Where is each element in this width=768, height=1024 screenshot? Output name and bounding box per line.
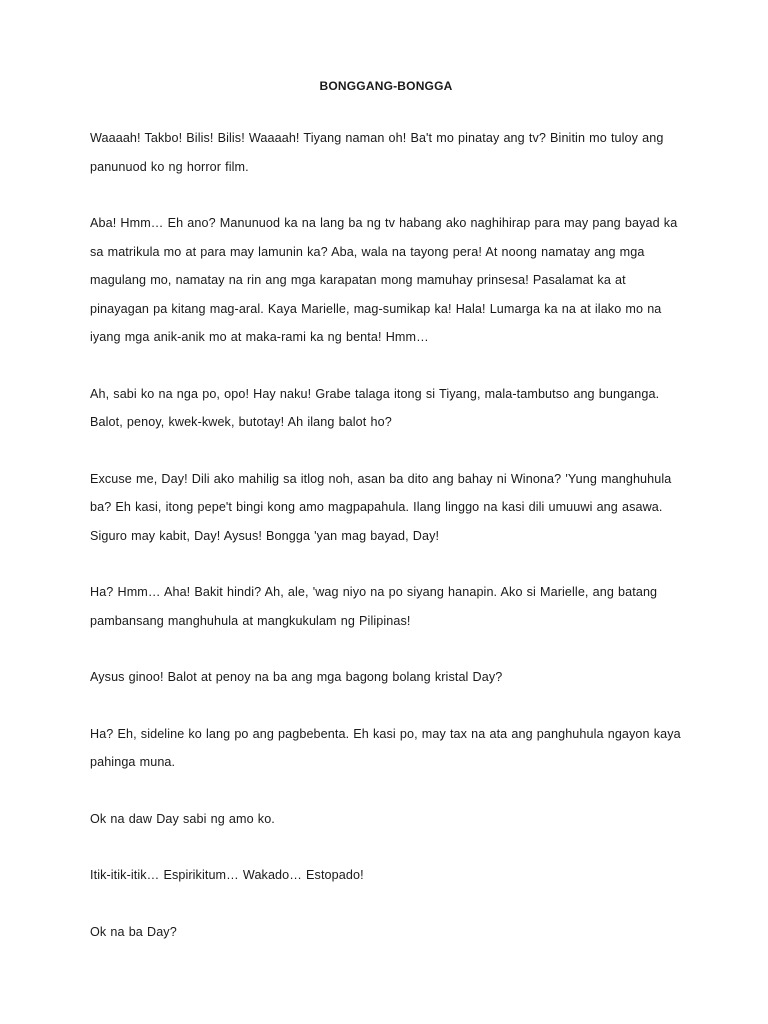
paragraph-9: Itik-itik-itik… Espirikitum… Wakado… Estopado! xyxy=(90,868,364,882)
paragraph-6: Aysus ginoo! Balot at penoy na ba ang mga bagong bolang kristal Day? xyxy=(90,670,503,684)
paragraph-3: Ah, sabi ko na nga po, opo! Hay naku! Grabe talaga itong si Tiyang, mala-tambutso ang bunganga. Balot, penoy, kwek-kwek, butotay! Ah ilang balot ho? xyxy=(90,386,660,429)
paragraph-10: Ok na ba Day? xyxy=(90,924,177,939)
paragraph-4: Excuse me, Day! Dili ako mahilig sa itlog noh, asan ba dito ang bahay ni Winona? 'Yung manghuhula ba? Eh kasi, itong pepe't bingi kong amo magpapahula. Ilang linggo na kasi dili umuuwi ang asawa. Siguro may kabit, Day! Aysus! Bongga 'yan mag bayad, Day! xyxy=(90,471,672,543)
paragraph-5: Ha? Hmm… Aha! Bakit hindi? Ah, ale, 'wag niyo na po siyang hanapin. Ako si Marielle, ang batang pambansang manghuhula at mangkukulam ng Pilipinas! xyxy=(90,585,658,628)
paragraph-2: Aba! Hmm… Eh ano? Manunuod ka na lang ba ng tv habang ako naghihirap para may pang bayad ka sa matrikula mo at para may lamunin ka? Aba, wala na tayong pera! At noong namatay ang mga magulang mo, namatay na rin ang mga karapatan mong mamuhay prinsesa! Pasalamat ka at pinayagan pa kitang mag-aral. Kaya Marielle, mag-sumikap ka! Hala! Lumarga ka na at ilako mo na iyang mga anik-anik mo at maka-rami ka ng benta! Hmm… xyxy=(90,216,678,344)
paragraph-1: Waaaah! Takbo! Bilis! Bilis! Waaaah! Tiyang naman oh! Ba't mo pinatay ang tv? Binitin mo tuloy ang panunuod ko ng horror film. xyxy=(90,131,664,174)
paragraph-8: Ok na daw Day sabi ng amo ko. xyxy=(90,811,275,826)
document-title: BONGGANG-BONGGA xyxy=(319,79,453,93)
paragraph-7: Ha? Eh, sideline ko lang po ang pagbebenta. Eh kasi po, may tax na ata ang panghuhula ngayon kaya pahinga muna. xyxy=(90,726,681,769)
